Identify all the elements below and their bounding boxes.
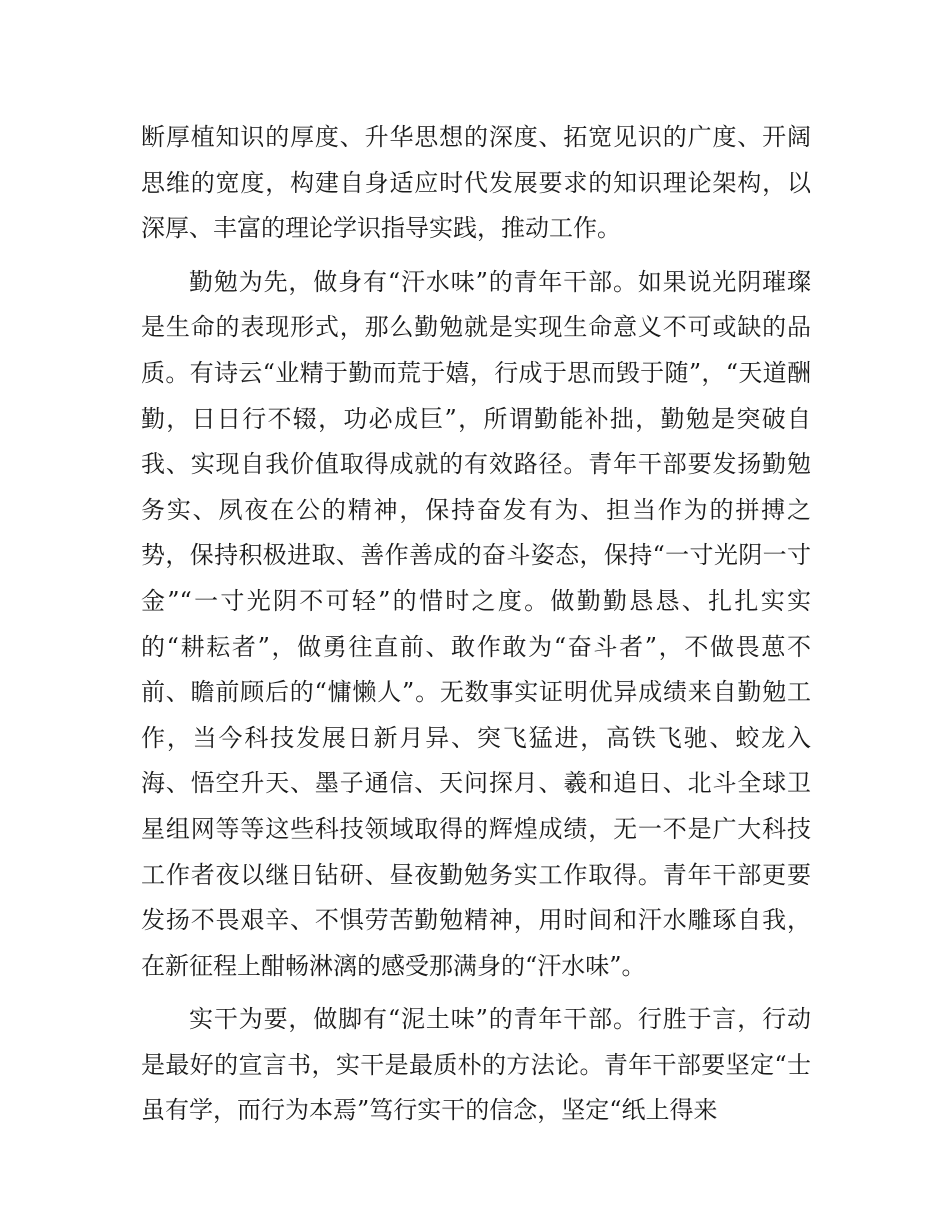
paragraph-practical-work: 实干为要，做脚有“泥土味”的青年干部。行胜于言，行动是最好的宣言书，实干是最质朴的方法论。青年干部要坚定“士虽有学，而行为本焉”笃行实干的信念，坚定“纸上得来 — [141, 1005, 811, 1125]
document-body — [141, 115, 811, 1142]
paragraph-diligence: 勤勉为先，做身有“汗水味”的青年干部。如果说光阴璀璨是生命的表现形式，那么勤勉就是实现生命意义不可或缺的品质。有诗云“业精于勤而荒于嬉，行成于思而毁于随”，“天道酬勤，日日行不辍，功必成巨”，所谓勤能补拙，勤勉是突破自我、实现自我价值取得成就的有效路径。青年干部要发扬勤勉务实、夙夜在公的精神，保持奋发有为、担当作为的拼搏之势，保持积极进取、善作善成的奋斗姿态，保持“一寸光阴一寸金”“一寸光阴不可轻”的惜时之度。做勤勤恳恳、扎扎实实的“耕耘者”，做勇往直前、敢作敢为“奋斗者”，不做畏葸不前、瞻前顾后的“慵懒人”。无数事实证明优异成绩来自勤勉工作，当今科技发展日新月异、突飞猛进，高铁飞驰、蛟龙入海、悟空升天、墨子通信、天问探月、羲和追日、北斗全球卫星组网等等这些科技领域取得的辉煌成绩，无一不是广大科技工作者夜以继日钻研、昼夜勤勉务实工作取得。青年干部更要发扬不畏艰辛、不惧劳苦勤勉精神，用时间和汗水雕琢自我，在新征程上酣畅淋漓的感受那满身的“汗水味”。 — [141, 267, 811, 980]
paragraph-continuation: 断厚植知识的厚度、升华思想的深度、拓宽见识的广度、开阔思维的宽度，构建自身适应时代发展要求的知识理论架构，以深厚、丰富的理论学识指导实践，推动工作。 — [141, 123, 811, 243]
